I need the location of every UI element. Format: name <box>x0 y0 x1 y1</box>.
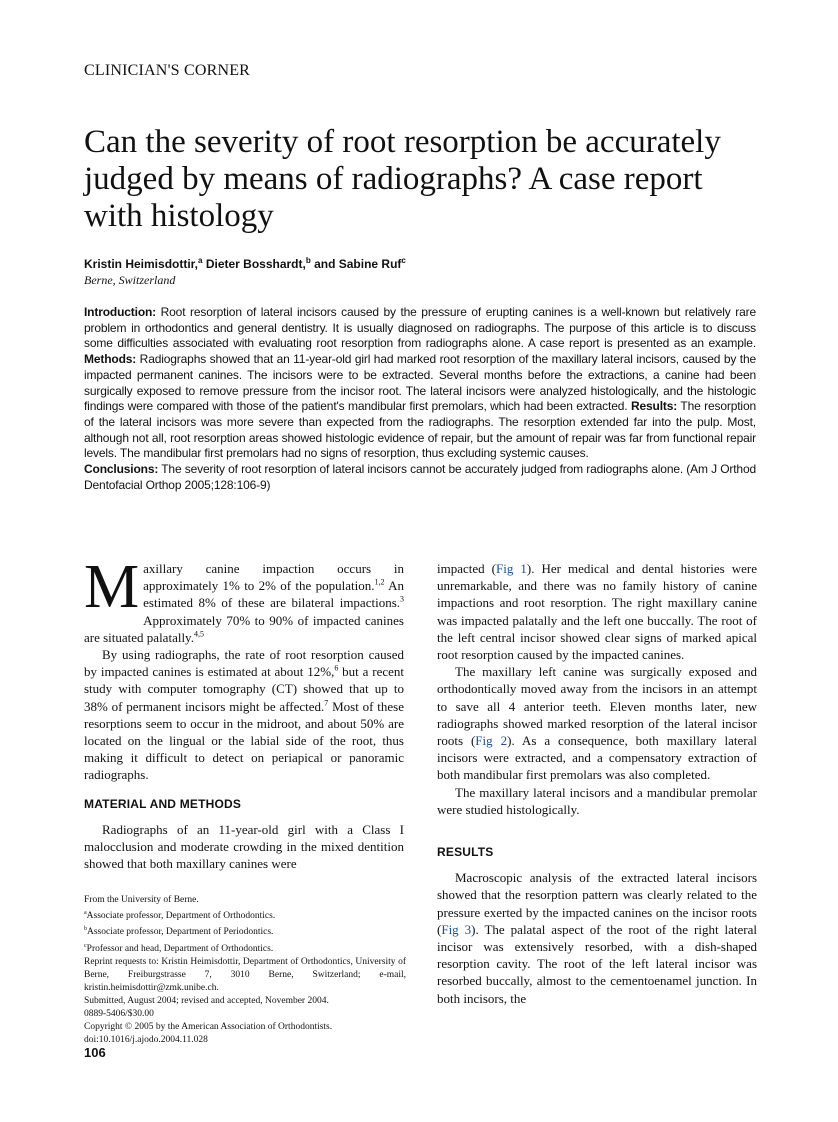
text: Professor and head, Department of Orthodontics. <box>86 943 274 954</box>
footnote-copyright: Copyright © 2005 by the American Association of Orthodontists. <box>84 1022 333 1033</box>
abstract-label: Methods: <box>84 352 137 367</box>
author-name: Dieter Bosshardt, <box>202 257 306 271</box>
section-heading-methods: MATERIAL AND METHODS <box>84 796 242 811</box>
author-location: Berne, Switzerland <box>84 273 176 287</box>
paragraph: Radiographs of an 11-year-old girl with a Class I malocclusion and moderate crowding in the mixed dentition showed that both maxillary canines were <box>84 821 404 872</box>
author-name: Kristin Heimisdottir, <box>84 257 199 271</box>
abstract <box>84 305 756 493</box>
abstract-text: The severity of root resorption of lateral incisors cannot be accurately judged from radiographs alone. (Am J Orthod Dentofacial Orthop 2005;128:106-9) <box>84 462 756 492</box>
citation[interactable]: 4,5 <box>193 629 204 639</box>
drop-cap: M <box>84 553 140 621</box>
footnote-doi: doi:10.1016/j.ajodo.2004.11.028 <box>84 1035 208 1046</box>
footnote-submitted: Submitted, August 2004; revised and accepted, November 2004. <box>84 996 329 1007</box>
footnotes <box>84 894 406 1048</box>
paragraph <box>84 553 404 646</box>
figure-link[interactable]: Fig 1 <box>496 561 527 576</box>
left-column <box>84 553 404 872</box>
footnote: From the University of Berne. <box>84 895 199 905</box>
citation[interactable]: 3 <box>400 595 404 605</box>
citation[interactable]: 1,2 <box>374 577 385 587</box>
text: ). Her medical and dental histories were unremarkable, and there was no family history of canine impactions and root resorption. The right maxillary canine was impacted palatally and the left one buccally. The root of the left central incisor showed clear signs of marked apical root resorption caused by the impacted canines. <box>437 561 757 663</box>
text: Approximately 70% to 90% of impacted canines are situated palatally. <box>84 612 404 645</box>
citation[interactable]: 6 <box>334 663 339 673</box>
text: but a recent study with computer tomography (CT) showed that up to 38% of permanent incisors might be affected. <box>84 664 404 714</box>
figure-link[interactable]: Fig 2 <box>475 733 508 749</box>
paragraph <box>437 663 757 783</box>
abstract-text: Radiographs showed that an 11-year-old girl had marked root resorption of the maxillary lateral incisors, caused by the impacted permanent canines. The incisors were to be extracted. Several months before the extractions, a canine had been surgically exposed to remove pressure from the incisor root. The lateral incisors were analyzed histologically, and the histologic findings were compared with those of the patient's mandibular first premolars, which had been extracted. <box>84 352 756 414</box>
paragraph: The maxillary lateral incisors and a mandibular premolar were studied histologically. <box>437 784 757 817</box>
footnote <box>84 940 406 956</box>
section-label: CLINICIAN'S CORNER <box>84 62 251 79</box>
paragraph <box>84 646 404 784</box>
abstract-label: Introduction: <box>84 305 157 319</box>
footnote <box>84 907 406 923</box>
affiliation-marker: a <box>84 910 87 917</box>
abstract-label: Conclusions: <box>84 462 159 477</box>
text: axillary canine impaction occurs in approximately 1% to 2% of the population. <box>143 561 404 594</box>
text: The maxillary left canine was surgically exposed and orthodontically moved away from the incisors in an attempt to save all 4 anterior teeth. Eleven months later, new radiographs showed marked resorption of the lateral incisor roots ( <box>437 664 757 749</box>
footnote-reprint: Reprint requests to: Kristin Heimisdottir, Department of Orthodontics, University of Berne, Freiburgstrasse 7, 3010 Berne, Switzerland; e-mail, kristin.heimisdottir@zmk.unibe.ch. <box>84 956 406 994</box>
abstract-text: Root resorption of lateral incisors caused by the pressure of erupting canines is a well-known but relatively rare problem in orthodontics and general dentistry. It is usually diagnosed on radiographs. The purpose of this article is to discuss some difficulties associated with evaluating root resorption from radiographs alone. A case report is presented as an example. <box>84 305 756 351</box>
affiliation-marker: b <box>305 256 311 265</box>
text: An estimated 8% of these are bilateral impactions. <box>143 578 404 611</box>
text: impacted ( <box>437 561 496 576</box>
author-name: and Sabine Ruf <box>310 257 402 271</box>
footnote-issn: 0889-5406/$30.00 <box>84 1009 154 1020</box>
citation[interactable]: 7 <box>324 698 329 708</box>
paragraph <box>437 560 757 663</box>
section-heading-results: RESULTS <box>437 845 494 860</box>
text: Most of these resorptions seem to occur in the midroot, and about 50% are located on the lingual or the labial side of the root, thus making it difficult to detect on periapical or panoramic radiographs. <box>84 698 404 783</box>
text: By using radiographs, the rate of root resorption caused by impacted canines is estimated at about 12%, <box>84 647 404 680</box>
abstract-label: Results: <box>630 399 678 414</box>
article-title: Can the severity of root resorption be accurately judged by means of radiographs? A case report with histology <box>84 124 721 234</box>
footnote <box>84 923 406 939</box>
abstract-text: The resorption of the lateral incisors was more severe than expected from the radiographs. The resorption extended far into the pulp. Most, although not all, root resorption areas showed histologic evidence of repair, but the amount of repair was far from functional repair levels. The mandibular first premolars had no signs of resorption, thus excluding systemic causes. <box>84 399 756 461</box>
page-number: 106 <box>84 1045 106 1060</box>
affiliation-marker: a <box>198 256 203 265</box>
text: ). The palatal aspect of the root of the right lateral incisor was extensively resorbed, with a dish-shaped resorption cavity. The root of the left lateral incisor was resorbed buccally, almost to the cementoenamel junction. In both incisors, the <box>437 921 758 1006</box>
affiliation-marker: c <box>401 256 406 265</box>
text: Associate professor, Department of Orthodontics. <box>86 911 276 922</box>
right-column <box>437 560 757 1007</box>
affiliation-marker: c <box>84 942 87 949</box>
author-list <box>84 256 406 271</box>
figure-link[interactable]: Fig 3 <box>441 921 472 937</box>
text: Macroscopic analysis of the extracted lateral incisors showed that the resorption pattern was clearly related to the pressure exerted by the impacted canines on the incisor roots ( <box>437 870 757 937</box>
affiliation-marker: b <box>84 926 87 933</box>
text: ). As a consequence, both maxillary lateral incisors were extracted, and a compensatory extraction of both mandibular first premolars was also completed. <box>437 733 757 783</box>
paragraph <box>437 869 757 1007</box>
text: Associate professor, Department of Periodontics. <box>87 927 274 938</box>
